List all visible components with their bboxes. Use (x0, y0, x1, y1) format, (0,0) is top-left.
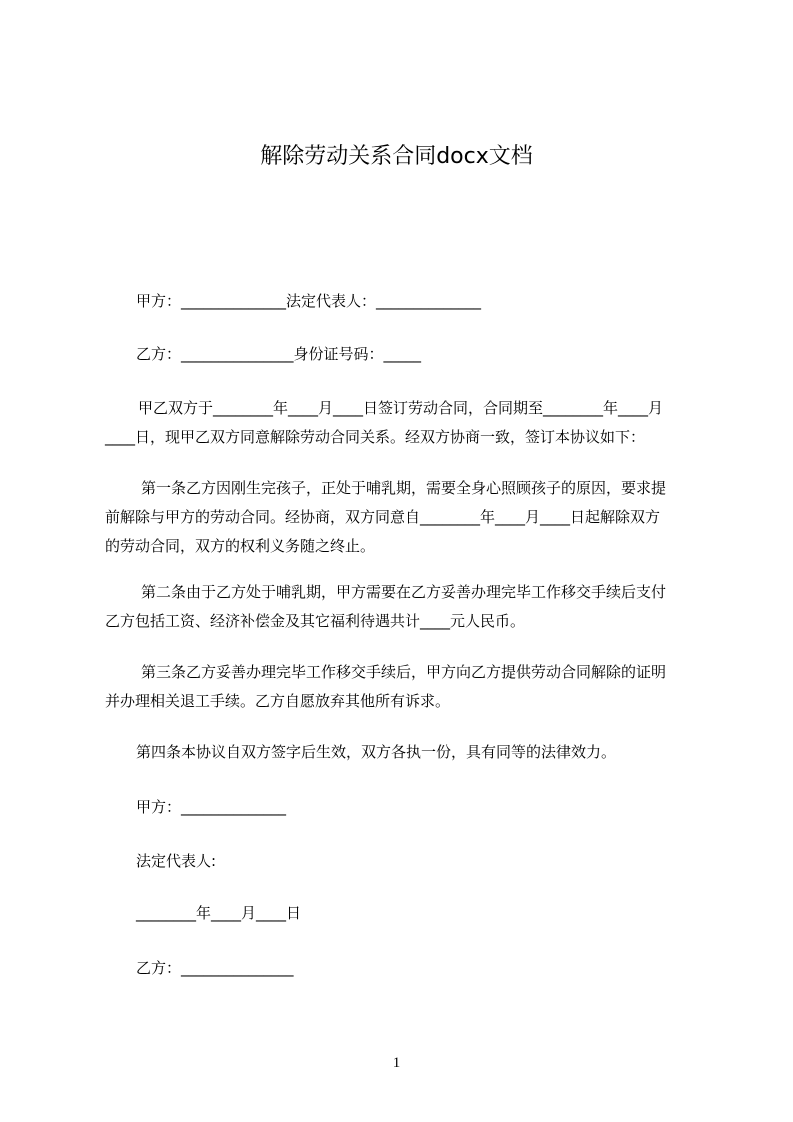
article-1-line-2: 前解除与甲方的劳动合同。经协商，双方同意自________年____月____日起解除双方 (105, 508, 661, 526)
article-1-paragraph (105, 474, 703, 561)
article-1-line-3: 的劳动合同，双方的权利义务随之终止。 (105, 537, 376, 555)
article-3-paragraph (105, 658, 703, 716)
party-b-header-line: 乙方：_______________身份证号码：_____ (136, 345, 422, 363)
article-3-line-2: 并办理相关退工手续。乙方自愿放弃其他所有诉求。 (105, 692, 451, 710)
article-3-line-1: 第三条乙方妥善办理完毕工作移交手续后，甲方向乙方提供劳动合同解除的证明 (141, 663, 667, 681)
article-2-line-2: 乙方包括工资、经济补偿金及其它福利待遇共计____元人民币。 (105, 612, 526, 630)
intro-line-2: ____日，现甲乙双方同意解除劳动合同关系。经双方协商一致，签订本协议如下： (105, 428, 646, 446)
party-a-header-line: 甲方：______________法定代表人：______________ (136, 292, 482, 310)
intro-paragraph (105, 394, 703, 452)
intro-line-1: 甲乙双方于________年____月____日签订劳动合同，合同期至________年____月 (138, 399, 664, 417)
article-4-paragraph: 第四条本协议自双方签字后生效，双方各执一份，具有同等的法律效力。 (136, 743, 617, 761)
signature-legal-rep: 法定代表人: (136, 852, 217, 870)
signature-date: ________年____月____日 (136, 904, 302, 922)
article-2-paragraph (105, 578, 703, 636)
signature-party-a: 甲方：______________ (136, 798, 287, 816)
page-number: 1 (392, 1055, 401, 1071)
document-title: 解除劳动关系合同docx文档 (260, 144, 533, 169)
signature-party-b: 乙方：_______________ (136, 959, 294, 977)
article-1-line-1: 第一条乙方因刚生完孩子，正处于哺乳期，需要全身心照顾孩子的原因，要求提 (141, 479, 667, 497)
article-2-line-1: 第二条由于乙方处于哺乳期，甲方需要在乙方妥善办理完毕工作移交手续后支付 (141, 583, 667, 601)
